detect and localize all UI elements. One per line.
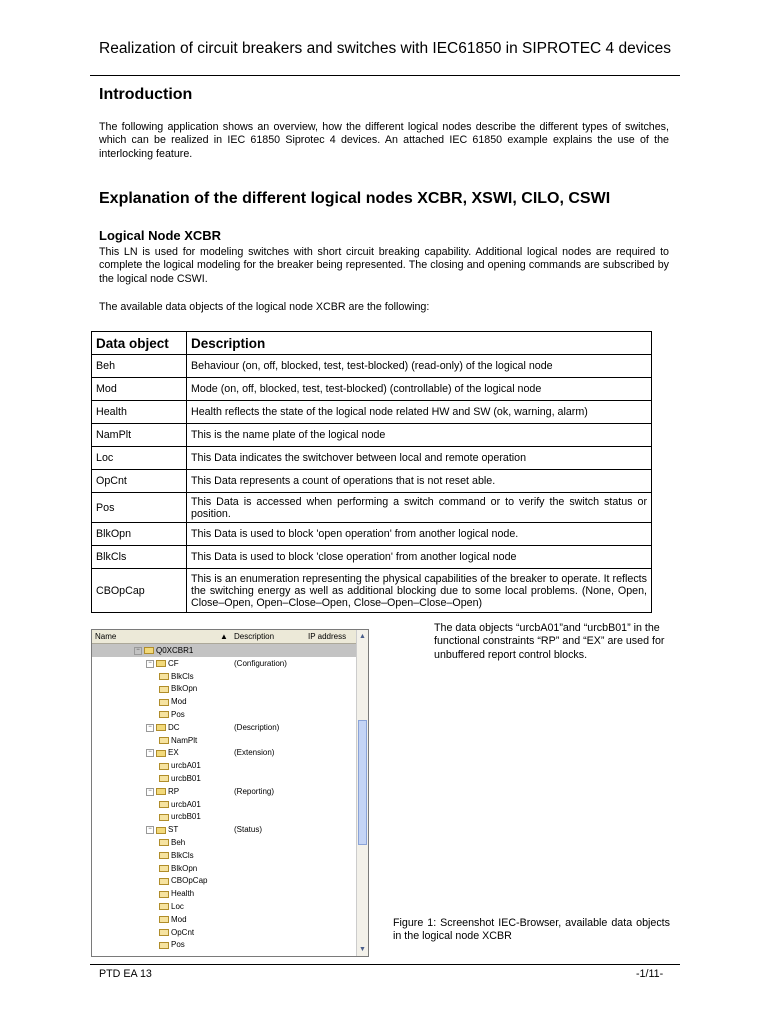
sort-ascending-icon: ▲ (220, 632, 228, 641)
collapse-icon[interactable]: − (146, 724, 154, 732)
folder-icon (156, 750, 166, 757)
table-cell-object: Health (92, 401, 187, 424)
table-cell-description: This is an enumeration representing the physical capabilities of the breaker to operate. It reflects the switching energy as well as additional blocking due to some local problems. (None, Open, Close–Open, Open–Close–Open, Close–Open–Close–Open) (187, 569, 652, 613)
table-cell-description: This Data represents a count of operations that is not reset able. (187, 470, 652, 493)
introduction-heading: Introduction (99, 86, 193, 103)
table-cell-description: This Data indicates the switchover between local and remote operation (187, 447, 652, 470)
tree-node[interactable] (92, 849, 357, 862)
tree-node[interactable] (92, 785, 357, 798)
table-cell-description: This Data is used to block 'open operation' from another logical node. (187, 523, 652, 546)
introduction-paragraph: The following application shows an overview, how the different logical nodes describe the different types of switches, which can be realized in IEC 61850 Siprotec 4 devices. An attached IEC 61850 example explains the use of the interlocking feature. (99, 121, 669, 160)
table-row (92, 569, 652, 613)
table-cell-object: OpCnt (92, 470, 187, 493)
tree-node-label: urcbB01 (171, 812, 201, 822)
tree-node-name (159, 940, 185, 949)
page-header-title: Realization of circuit breakers and switches with IEC61850 in SIPROTEC 4 devices (99, 40, 672, 57)
tree-node-label: urcbA01 (171, 761, 201, 771)
tree-node-description: (Status) (234, 825, 263, 835)
tree-node-name (146, 748, 179, 757)
tree-node-label: Health (171, 889, 195, 899)
data-object-table (91, 331, 652, 613)
tree-node[interactable] (92, 862, 357, 875)
table-row (92, 355, 652, 378)
tree-node-label: urcbA01 (171, 799, 201, 809)
column-name-header[interactable]: Name (95, 632, 117, 641)
table-cell-object: NamPlt (92, 424, 187, 447)
table-header-row (92, 332, 652, 355)
scrollbar-thumb[interactable] (358, 720, 367, 845)
tree-node-description: (Reporting) (234, 786, 275, 796)
data-object-icon (159, 711, 169, 718)
xcbr-intro-line: The available data objects of the logical node XCBR are the following: (99, 301, 430, 313)
tree-node[interactable] (92, 657, 357, 670)
data-object-icon (159, 929, 169, 936)
tree-node-label: CBOpCap (171, 876, 208, 886)
table-cell-description: Behaviour (on, off, blocked, test, test-blocked) (read-only) of the logical node (187, 355, 652, 378)
tree-column-header (92, 630, 357, 644)
table-cell-object: Pos (92, 493, 187, 523)
folder-icon (144, 647, 154, 654)
scroll-up-icon[interactable]: ▲ (359, 633, 366, 640)
folder-icon (156, 788, 166, 795)
tree-node-name (146, 659, 179, 668)
tree-node[interactable] (92, 708, 357, 721)
footer-page-number: -1/11- (636, 968, 664, 980)
data-object-icon (159, 763, 169, 770)
tree-node-label: Mod (171, 914, 187, 924)
folder-icon (156, 660, 166, 667)
tree-node[interactable] (92, 938, 357, 951)
iec-browser-screenshot (91, 629, 369, 957)
tree-node-name (159, 915, 187, 924)
data-object-icon (159, 903, 169, 910)
table-cell-description: This Data is accessed when performing a switch command or to verify the switch status or position. (187, 493, 652, 523)
tree-node-label: Pos (171, 710, 185, 719)
table-row (92, 401, 652, 424)
table-row (92, 424, 652, 447)
tree-node-label: OpCnt (171, 927, 195, 937)
table-row (92, 546, 652, 569)
tree-node-name (159, 710, 185, 719)
tree-node[interactable] (92, 836, 357, 849)
table-cell-object: Mod (92, 378, 187, 401)
table-cell-object: BlkCls (92, 546, 187, 569)
table-cell-description: Mode (on, off, blocked, test, test-blocked) (controllable) of the logical node (187, 378, 652, 401)
column-ip-address-header[interactable]: IP address (308, 632, 347, 641)
data-object-icon (159, 852, 169, 859)
tree-node[interactable] (92, 670, 357, 683)
tree-node-name (159, 812, 201, 821)
tree-node-label: Pos (171, 940, 185, 950)
tree-node-name (159, 800, 201, 809)
tree-node[interactable] (92, 682, 357, 695)
tree-node[interactable] (92, 695, 357, 708)
data-object-icon (159, 699, 169, 706)
tree-node-name (159, 902, 184, 911)
data-object-icon (159, 839, 169, 846)
collapse-icon[interactable]: − (146, 749, 154, 757)
tree-node-name (159, 684, 197, 693)
tree-node[interactable] (92, 759, 357, 772)
tree-node[interactable] (92, 926, 357, 939)
xcbr-paragraph: This LN is used for modeling switches with short circuit breaking capability. Additional logical nodes are required to complete the logical modeling for the breaker being represented. The closing and opening commands are subscribed by the logical node CSWI. (99, 246, 669, 285)
tree-node-label: Mod (171, 697, 187, 707)
tree-node-description: (Description) (234, 722, 280, 732)
tree-node-label: BlkCls (171, 671, 194, 681)
explanation-heading: Explanation of the different logical nodes XCBR, XSWI, CILO, CSWI (99, 190, 611, 207)
side-note: The data objects “urcbA01”and “urcbB01” in the functional constraints “RP” and “EX” are used for unbuffered report control blocks. (434, 622, 665, 661)
tree-node[interactable] (92, 644, 357, 657)
tree-node-label: BlkOpn (171, 684, 198, 694)
tree-node-name (159, 928, 194, 937)
tree-node[interactable] (92, 746, 357, 759)
data-object-icon (159, 673, 169, 680)
tree-node-name (134, 646, 193, 655)
tree-node-name (159, 864, 197, 873)
tree-node-label: BlkCls (171, 850, 194, 860)
data-object-icon (159, 865, 169, 872)
tree-node-name (159, 761, 201, 770)
tree-node-name (159, 889, 194, 898)
table-header-data-object: Data object (92, 332, 187, 355)
table-cell-description: This is the name plate of the logical node (187, 424, 652, 447)
tree-node[interactable] (92, 874, 357, 887)
tree-node-name (146, 787, 179, 796)
data-object-icon (159, 916, 169, 923)
xcbr-heading: Logical Node XCBR (99, 228, 222, 243)
tree-node-name (159, 697, 187, 706)
table-cell-description: Health reflects the state of the logical node related HW and SW (ok, warning, alarm) (187, 401, 652, 424)
tree-node-label: Q0XCBR1 (156, 646, 194, 655)
tree-node-description: (Extension) (234, 748, 275, 758)
data-object-icon (159, 737, 169, 744)
scroll-down-icon[interactable]: ▼ (359, 946, 366, 953)
data-object-icon (159, 942, 169, 949)
tree-node[interactable] (92, 810, 357, 823)
table-cell-object: Beh (92, 355, 187, 378)
vertical-scrollbar[interactable] (356, 630, 368, 956)
table-cell-description: This Data is used to block 'close operation' from another logical node (187, 546, 652, 569)
tree-node[interactable] (92, 772, 357, 785)
table-row (92, 378, 652, 401)
data-object-icon (159, 891, 169, 898)
tree-node-label: Loc (171, 902, 184, 911)
table-row (92, 523, 652, 546)
table-row (92, 447, 652, 470)
data-object-icon (159, 878, 169, 885)
tree-node[interactable] (92, 734, 357, 747)
tree-node-label: CF (168, 658, 179, 668)
tree-node-name (159, 736, 197, 745)
tree-node-name (159, 774, 201, 783)
tree-node[interactable] (92, 823, 357, 836)
table-cell-object: BlkOpn (92, 523, 187, 546)
data-object-icon (159, 775, 169, 782)
table-cell-object: CBOpCap (92, 569, 187, 613)
tree-node-name (159, 838, 185, 847)
tree-node-label: NamPlt (171, 735, 198, 745)
tree-node[interactable] (92, 887, 357, 900)
folder-icon (156, 827, 166, 834)
tree-node-label: BlkOpn (171, 863, 198, 873)
tree-node[interactable] (92, 721, 357, 734)
tree-node-name (159, 876, 207, 885)
tree-node-name (159, 851, 194, 860)
tree-node-name (146, 723, 180, 732)
data-object-icon (159, 814, 169, 821)
table-row (92, 470, 652, 493)
header-divider (90, 75, 680, 76)
footer-divider (90, 964, 680, 965)
collapse-icon[interactable]: − (146, 660, 154, 668)
tree-node-description: (Configuration) (234, 658, 287, 668)
tree-node[interactable] (92, 900, 357, 913)
folder-icon (156, 724, 166, 731)
collapse-icon[interactable]: − (134, 647, 142, 655)
data-object-icon (159, 801, 169, 808)
tree-node-label: DC (168, 722, 180, 732)
table-header-description: Description (187, 332, 652, 355)
tree-node[interactable] (92, 913, 357, 926)
tree-node[interactable] (92, 798, 357, 811)
tree-node-label: Beh (171, 838, 186, 847)
data-object-icon (159, 686, 169, 693)
table-cell-object: Loc (92, 447, 187, 470)
footer-department: PTD EA 13 (99, 968, 152, 980)
tree-node-label: urcbB01 (171, 774, 201, 783)
collapse-icon[interactable]: − (146, 788, 154, 796)
tree-node-name (146, 825, 178, 834)
table-row (92, 493, 652, 523)
column-description-header[interactable]: Description (234, 632, 275, 641)
tree-node-label: RP (168, 786, 180, 796)
figure-caption: Figure 1: Screenshot IEC-Browser, available data objects in the logical node XCBR (393, 917, 670, 943)
tree-node-name (159, 672, 194, 681)
tree-node-label: EX (168, 748, 179, 758)
tree-node-label: ST (168, 825, 179, 835)
collapse-icon[interactable]: − (146, 826, 154, 834)
